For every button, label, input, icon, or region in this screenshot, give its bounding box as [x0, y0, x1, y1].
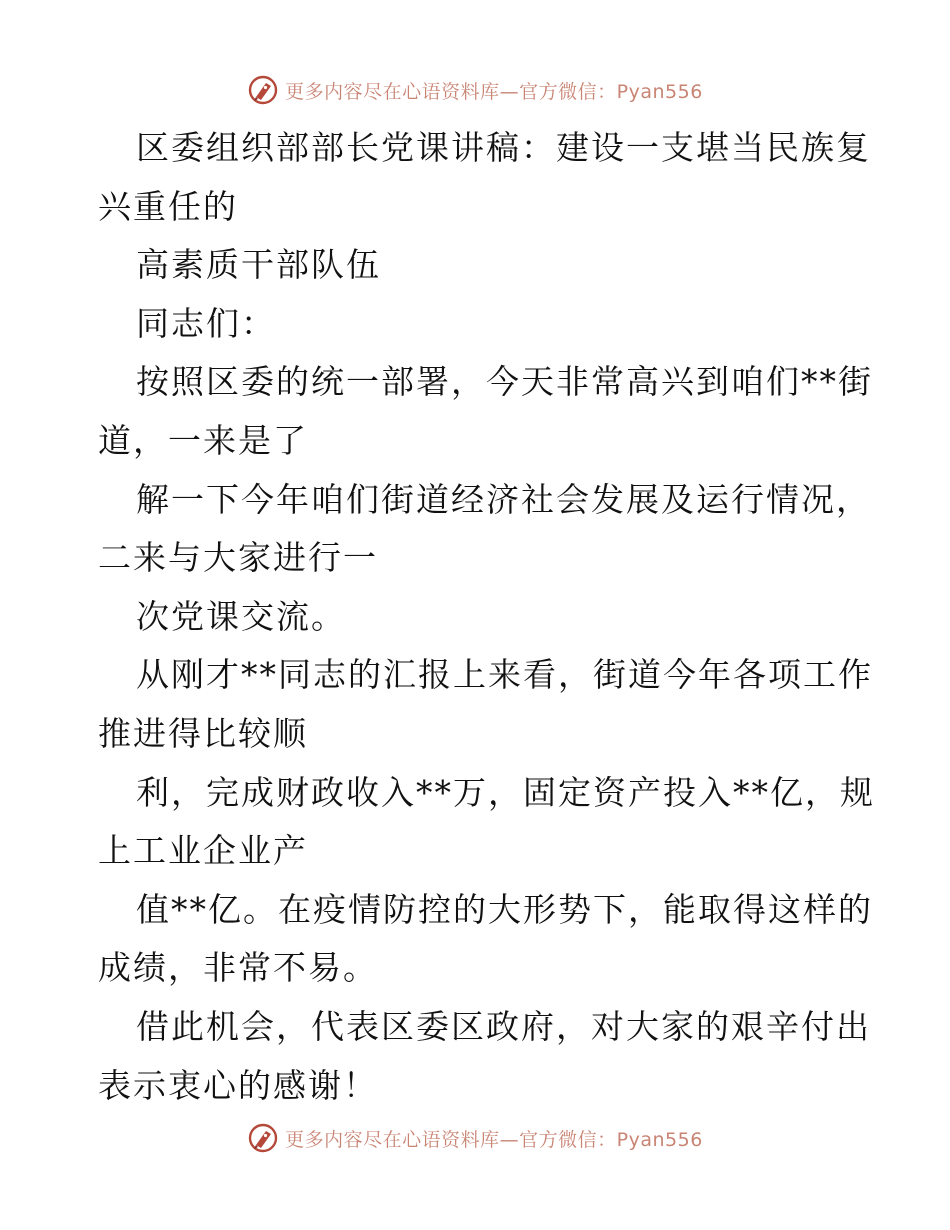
pen-nib-logo-icon	[247, 74, 279, 106]
footer-banner	[0, 1118, 950, 1158]
text-line: 表示衷心的感谢！	[98, 1065, 378, 1105]
text-line: 从刚才**同志的汇报上来看，街道今年各项工作	[136, 655, 873, 695]
text-line: 兴重任的	[98, 186, 238, 226]
text-line: 利，完成财政收入**万，固定资产投入**亿，规	[136, 772, 875, 812]
text-line: 同志们：	[136, 303, 276, 343]
text-line: 解一下今年咱们街道经济社会发展及运行情况，	[136, 479, 871, 519]
text-line: 道，一来是了	[98, 420, 308, 460]
header-banner	[0, 70, 950, 110]
text-line: 区委组织部部长党课讲稿：建设一支堪当民族复	[136, 128, 871, 167]
text-line: 值**亿。在疫情防控的大形势下，能取得这样的	[136, 889, 873, 929]
text-line: 成绩，非常不易。	[98, 948, 378, 988]
text-line: 按照区委的统一部署，今天非常高兴到咱们**街	[136, 362, 873, 402]
text-line: 次党课交流。	[136, 596, 346, 636]
text-line: 借此机会，代表区委区政府，对大家的艰辛付出	[136, 1006, 871, 1046]
text-line: 高素质干部队伍	[136, 245, 381, 285]
banner-text: 更多内容尽在心语资料库—官方微信：Pyan556	[285, 1128, 703, 1151]
text-line: 上工业企业产	[98, 831, 308, 871]
banner-text: 更多内容尽在心语资料库—官方微信：Pyan556	[285, 80, 703, 103]
pen-nib-logo-icon	[247, 1122, 279, 1154]
text-line: 推进得比较顺	[98, 713, 308, 753]
document-body	[98, 119, 875, 1115]
text-line: 二来与大家进行一	[98, 538, 378, 578]
